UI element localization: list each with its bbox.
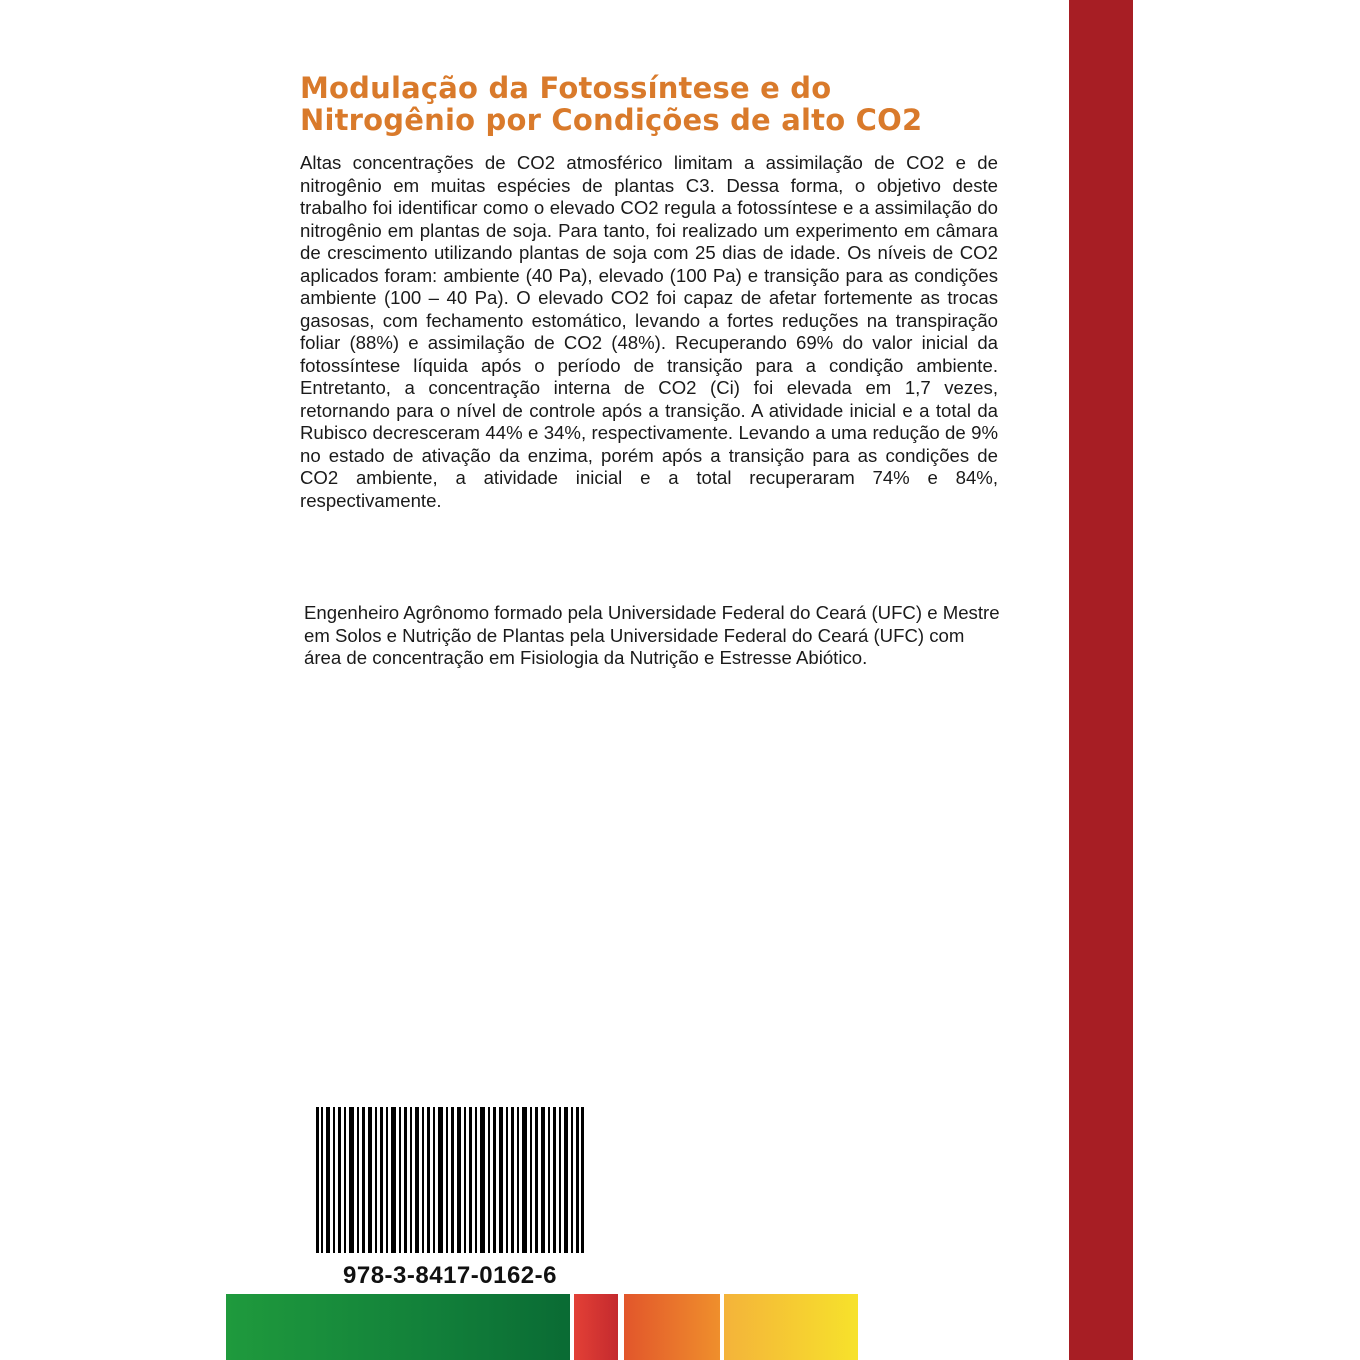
title-line-1: Modulação da Fotossíntese e do — [300, 71, 832, 105]
book-title — [300, 72, 1020, 136]
barcode — [316, 1107, 584, 1253]
author-bio: Engenheiro Agrônomo formado pela Universidade Federal do Ceará (UFC) e Mestre em Solos e Nutrição de Plantas pela Universidade Federal do Ceará (UFC) com área de concentração em Fisiologia da Nutrição e Estresse Abiótico. — [304, 602, 1000, 668]
color-strip-red — [574, 1294, 618, 1360]
color-strip-green — [226, 1294, 570, 1360]
isbn-number: 978-3-8417-0162-6 — [343, 1262, 557, 1289]
color-strip-yellow — [724, 1294, 858, 1360]
title-line-2: Nitrogênio por Condições de alto CO2 — [300, 103, 923, 137]
color-strip-orange — [624, 1294, 720, 1360]
abstract-text: Altas concentrações de CO2 atmosférico limitam a assimilação de CO2 e de nitrogênio em muitas espécies de plantas C3. Dessa forma, o objetivo deste trabalho foi identificar como o elevado CO2 regula a fotossíntese e a assimilação do nitrogênio em plantas de soja. Para tanto, foi realizado um experimento em câmara de crescimento utilizando plantas de soja com 25 dias de idade. Os níveis de CO2 aplicados foram: ambiente (40 Pa), elevado (100 Pa) e transição para as condições ambiente (100 – 40 Pa). O elevado CO2 foi capaz de afetar fortemente as trocas gasosas, com fechamento estomático, levando a fortes reduções na transpiração foliar (88%) e assimilação de CO2 (48%). Recuperando 69% do valor inicial da fotossíntese líquida após o período de transição para a condição ambiente. Entretanto, a concentração interna de CO2 (Ci) foi elevada em 1,7 vezes, retornando para o nível de controle após a transição. A atividade inicial e a total da Rubisco decresceram 44% e 34%, respectivamente. Levando a uma redução de 9% no estado de ativação da enzima, porém após a transição para as condições de CO2 ambiente, a atividade inicial e a total recuperaram 74% e 84%, respectivamente. — [300, 152, 998, 511]
spine-band — [1069, 0, 1133, 1360]
